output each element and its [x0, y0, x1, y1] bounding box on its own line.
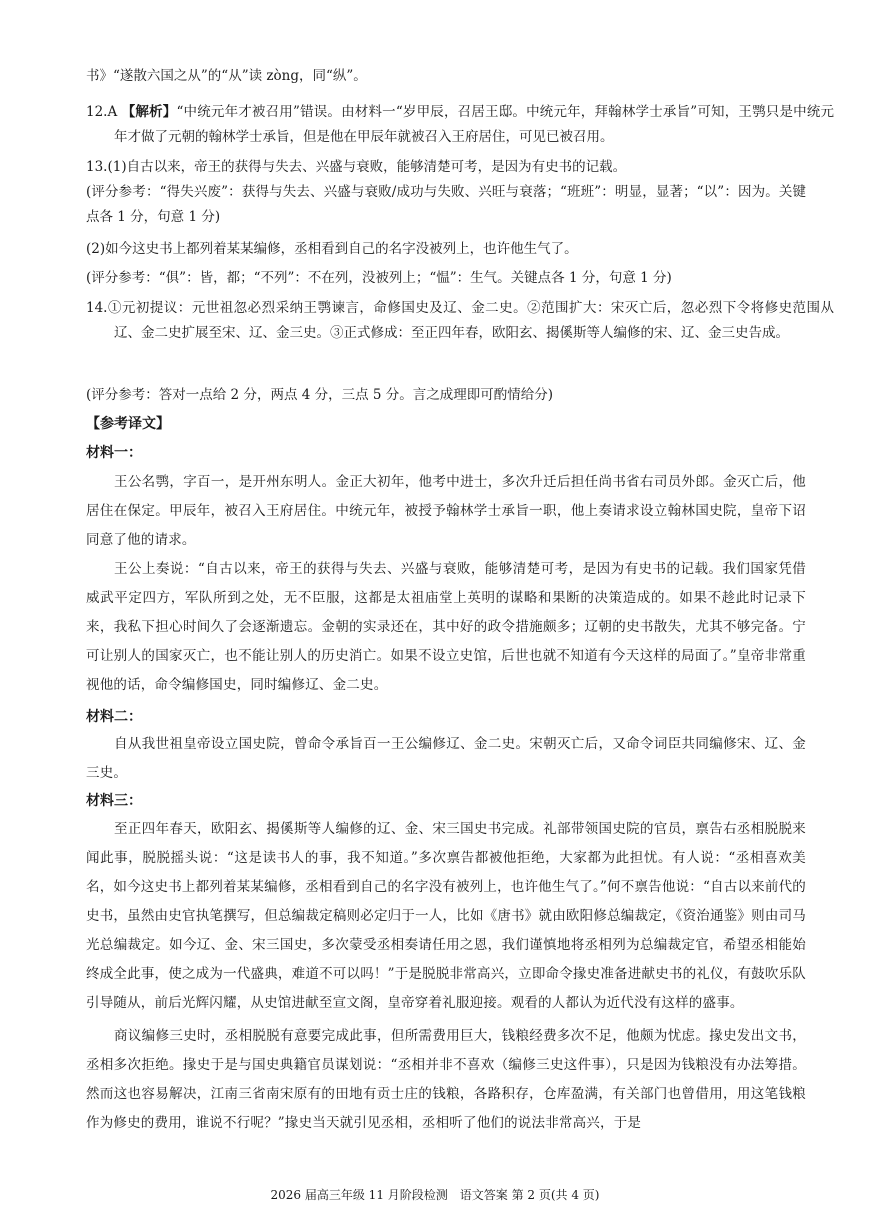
material-3-para-2: 商议编修三史时，丞相脱脱有意要完成此事，但所需费用巨大，钱粮经费多次不足，他颇为忧虑。掾史发出文书，丞相多次拒绝。掾史于是与国史典籍官员谋划说：“丞相并非不喜欢（编修三史这件事），只是因为钱粮没有办法筹措。然而这也容易解决，江南三省南宋原有的田地有贡士庄的钱粮，各路积存，仓库盈满，有关部门也曾借用，用这笔钱粮作为修史的费用，谁说不行呢？”掾史当天就引见丞相，丞相听了他们的说法非常高兴，于是 — [86, 1028, 806, 1131]
material-2-para-1: 自从我世祖皇帝设立国史院，曾命令承旨百一王公编修辽、金二史。宋朝灭亡后，又命令词臣共同编修宋、辽、金三史。 — [86, 736, 806, 781]
q12-analysis-tag: 【解析】 — [121, 104, 177, 120]
q13-2-scoring: (评分参考：“俱”：皆，都；“不列”：不在列，没被列上；“愠”：生气。关键点各 1 分，句意 1 分) — [86, 270, 672, 286]
answer-q13-2: (2)如今这史书上都列着某某编修，丞相看到自己的名字没被列上，也许他生气了。 — [86, 241, 578, 257]
translation-heading: 【参考译文】 — [86, 416, 170, 432]
q13-1-scoring: (评分参考：“得失兴废”：获得与失去、兴盛与衰败/成功与失败、兴旺与衰落；“班班”：明显，显著；“以”：因为。关键点各 1 分，句意 1 分) — [86, 184, 806, 225]
material-2-title: 材料二： — [86, 709, 142, 725]
material-1-para-1: 王公名鹗，字百一，是开州东明人。金正大初年，他考中进士，多次升迁后担任尚书省右司员外郎。金灭亡后，他居住在保定。甲辰年，被召入王府居住。中统元年，被授予翰林学士承旨一职，他上奏请求设立翰林国史院，皇帝下诏同意了他的请求。 — [86, 474, 806, 548]
answer-q14: 14.①元初提议：元世祖忽必烈采纳王鹗谏言，命修国史及辽、金二史。②范围扩大：宋灭亡后，忽必烈下令将修史范围从辽、金二史扩展至宋、辽、金三史。③正式修成：至正四年春，欧阳玄、揭傒斯等人编修的宋、辽、金三史告成。 — [86, 300, 834, 341]
page-footer: 2026 届高三年级 11 月阶段检测 语文答案 第 2 页(共 4 页) — [270, 1188, 600, 1202]
q12-number: 12.A — [86, 104, 118, 120]
material-1-para-2: 王公上奏说：“自古以来，帝王的获得与失去、兴盛与衰败，能够清楚可考，是因为有史书的记载。我们国家凭借威武平定四方，军队所到之处，无不臣服，这都是太祖庙堂上英明的谋略和果断的决策造成的。如果不趁此时记录下来，我私下担心时间久了会逐渐遗忘。金朝的实录还在，其中好的政令措施颇多；辽朝的史书散失，尤其不够完备。宁可让别人的国家灭亡，也不能让别人的历史消亡。如果不设立史馆，后世也就不知道有今天这样的局面了。”皇帝非常重视他的话，命令编修国史，同时编修辽、金二史。 — [86, 561, 806, 693]
material-3-para-1: 至正四年春天，欧阳玄、揭傒斯等人编修的辽、金、宋三国史书完成。礼部带领国史院的官员，禀告右丞相脱脱来闻此事，脱脱摇头说：“这是读书人的事，我不知道。”多次禀告都被他拒绝，大家都为此担忧。有人说：“丞相喜欢美名，如今这史书上都列着某某编修，丞相看到自己的名字没有被列上，也许他生气了。”何不禀告他说：“自古以来前代的史书，虽然由史官执笔撰写，但总编裁定稿则必定归于一人，比如《唐书》就由欧阳修总编裁定，《资治通鉴》则由司马光总编裁定。如今辽、金、宋三国史，多次蒙受丞相奏请任用之恩，我们谨慎地将丞相列为总编裁定官，希望丞相能始终成全此事，使之成为一代盛典，难道不可以吗！”于是脱脱非常高兴，立即命令掾史准备进献史书的礼仪，有鼓吹乐队引导随从，前后光辉闪耀，从史馆进献至宣文阁，皇帝穿着礼服迎接。观看的人都认为近代没有这样的盛事。 — [86, 821, 806, 1011]
prev-answer-tail: 书》“遂散六国之从”的“从”读 zòng，同“纵”。 — [86, 68, 367, 84]
answer-q13-1: 13.(1)自古以来，帝王的获得与失去、兴盛与衰败，能够清楚可考，是因为有史书的记载。 — [86, 159, 627, 175]
material-3-title: 材料三： — [86, 793, 142, 809]
q12-text: “中统元年才被召用”错误。由材料一“岁甲辰，召居王邸。中统元年，拜翰林学士承旨”可知，王鹗只是中统元年才做了元朝的翰林学士承旨，但是他在甲辰年就被召入王府居住，可见已被召用。 — [114, 104, 835, 145]
answer-q12 — [86, 100, 834, 149]
material-1-title: 材料一： — [86, 445, 142, 461]
q14-scoring: (评分参考：答对一点给 2 分，两点 4 分，三点 5 分。言之成理即可酌情给分) — [86, 387, 554, 403]
